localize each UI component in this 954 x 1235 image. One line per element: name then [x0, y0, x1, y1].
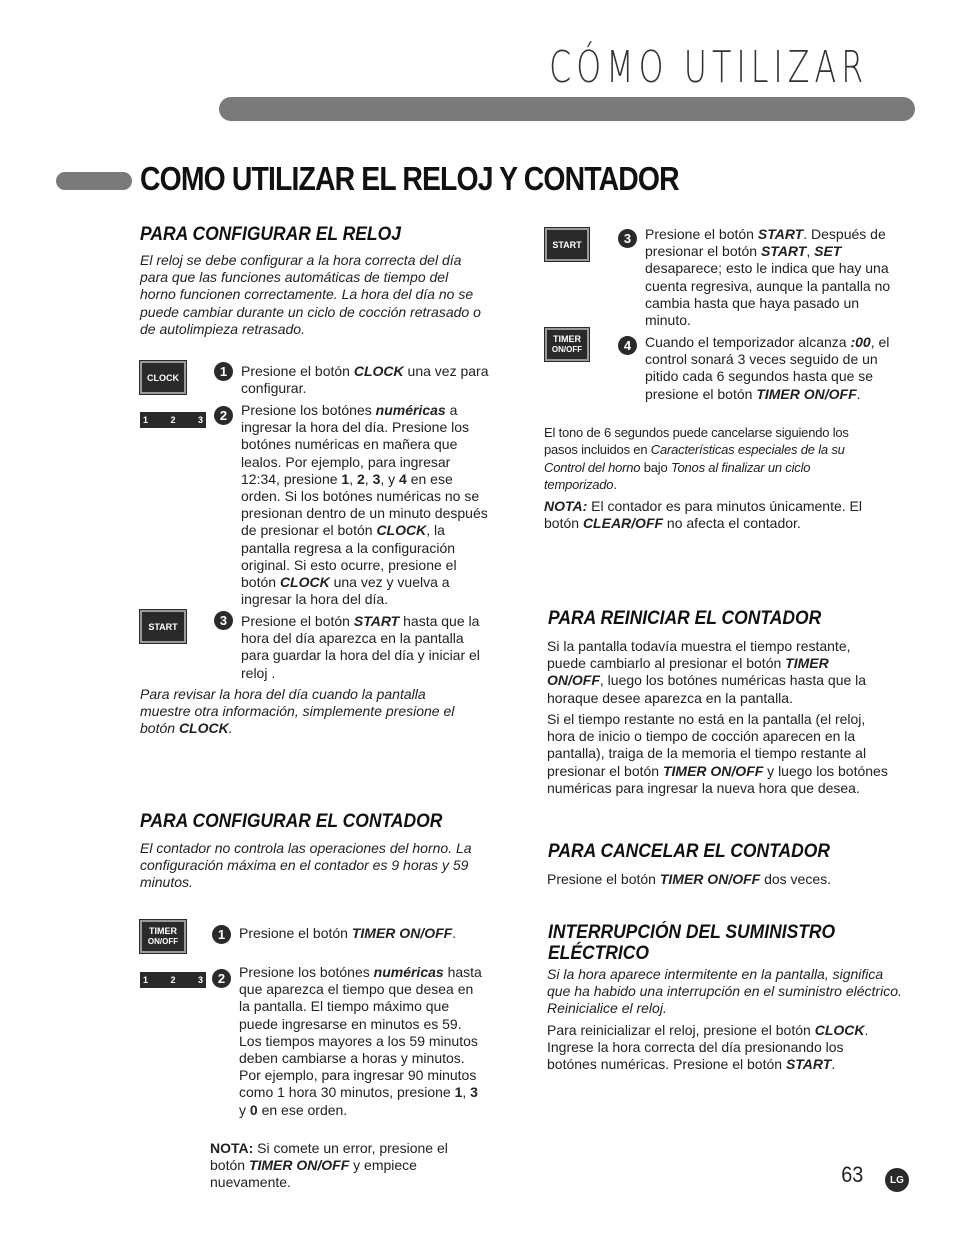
reloj-note: Para revisar la hora del día cuando la pantalla muestre otra información, simplemente presione el botón CLOCK. [140, 686, 455, 737]
page-number: 63 [841, 1162, 864, 1187]
reiniciar-p1: Si la pantalla todavía muestra el tiempo restante, puede cambiarlo al presionar el botón TIMER ON/OFF, luego los botónes numéricas hasta que la horaque desee aparezca en la pantalla. [547, 638, 867, 706]
reloj-step-1: Presione el botón CLOCK una vez para configurar. [241, 363, 489, 397]
heading-interrupcion: INTERRUPCIÓN DEL SUMINISTRO ELÉCTRICO [548, 922, 836, 964]
section-bar [56, 172, 132, 190]
contador-step-2: Presione los botónes numéricas hasta que aparezca el tiempo que desea en la pantalla. El tiempo máximo que puede ingresarse en minutos es 59. Los tiempos mayores a los 59 minutos deben cambiarse a horas y minutos. Por ejemplo, para ingresar 90 minutos como 1 hora 30 minutos, presione 1, 3 y 0 en ese orden. [239, 964, 482, 1118]
step-3-badge: 3 [618, 229, 637, 248]
interrupcion-intro: Si la hora aparece intermitente en la pantalla, significa que ha habido una interrupción en el suministro eléctrico. Reinicialice el reloj. [547, 966, 902, 1017]
clock-button-icon: CLOCK [140, 361, 186, 394]
heading-configurar-reloj: PARA CONFIGURAR EL RELOJ [140, 224, 401, 245]
reloj-step-2: Presione los botónes numéricas a ingresar la hora del día. Presione los botónes numéricas en mañera que lealos. Por ejemplo, para ingresar 12:34, presione 1, 2, 3, y 4 en ese orden. Si los botónes numéricas no se presionan dentro de un minuto después de presionar el botón CLOCK, la pantalla regresa a la configuración original. Si esto ocurre, presione el botón CLOCK una vez y vuelva a ingresar la hora del día. [241, 402, 488, 608]
cancelar-text: Presione el botón TIMER ON/OFF dos veces. [547, 871, 832, 887]
page-header-title: CÓMO UTILIZAR [548, 42, 868, 93]
contador-nota: NOTA: El contador es para minutos únicamente. El botón CLEAR/OFF no afecta el contador. [544, 498, 862, 532]
reiniciar-p2: Si el tiempo restante no está en la pantalla (el reloj, hora de inicio o tiempo de cocción aparecen en la pantalla), traiga de la memoria el tiempo restante al presionar el botón TIMER ON/OFF y luego los botónes numéricas para ingresar la nueva hora que desea. [547, 711, 888, 796]
step-2-badge: 2 [212, 969, 231, 988]
contador-note: NOTA: Si comete un error, presione el botón TIMER ON/OFF y empiece nuevamente. [210, 1140, 448, 1191]
heading-configurar-contador: PARA CONFIGURAR EL CONTADOR [140, 811, 443, 832]
start-button-icon: START [140, 610, 186, 643]
start-button-icon: START [545, 228, 589, 261]
reloj-intro: El reloj se debe configurar a la hora correcta del día para que las funciones automáticas de tiempo del horno funcionen correctamente. La hora del día no se puede cambiar durante un ciclo de cocción retrasado o de autolimpieza retrasado. [140, 252, 481, 337]
step-2-badge: 2 [214, 406, 233, 425]
heading-reiniciar-contador: PARA REINICIAR EL CONTADOR [548, 608, 822, 629]
timer-button-icon: TIMER ON/OFF [545, 328, 589, 361]
lg-logo-icon: LG [885, 1168, 909, 1192]
step-3-badge: 3 [214, 611, 233, 630]
numeric-keys-icon: 1 2 3 [140, 972, 206, 988]
step-4-badge: 4 [618, 336, 637, 355]
contador-intro: El contador no controla las operaciones del horno. La configuración máxima en el contador es 9 horas y 59 minutos. [140, 840, 472, 891]
section-title: COMO UTILIZAR EL RELOJ Y CONTADOR [140, 160, 679, 197]
step-1-badge: 1 [212, 925, 231, 944]
contador-step-3: Presione el botón START. Después de presionar el botón START, SET desaparece; esto le indica que hay una cuenta regresiva, aunque la pantalla no cambia hasta que haya pasado un minuto. [645, 226, 891, 329]
contador-step-1: Presione el botón TIMER ON/OFF. [239, 925, 457, 941]
reloj-step-3: Presione el botón START hasta que la hora del día aparezca en la pantalla para guardar la hora del día y iniciar el reloj . [241, 613, 480, 681]
numeric-keys-icon: 1 2 3 [140, 412, 206, 428]
heading-cancelar-contador: PARA CANCELAR EL CONTADOR [548, 841, 830, 862]
interrupcion-text: Para reinicializar el reloj, presione el botón CLOCK. Ingrese la hora correcta del día presionando los botónes numéricas. Presione el botón START. [547, 1022, 869, 1073]
timer-button-icon: TIMER ON/OFF [140, 920, 186, 953]
header-bar [219, 97, 915, 121]
tone-note: El tono de 6 segundos puede cancelarse siguiendo los pasos incluidos en Características especiales de la su Control del horno bajo Tonos al finalizar un ciclo temporizado. [544, 425, 849, 493]
contador-step-4: Cuando el temporizador alcanza :00, el control sonará 3 veces seguido de un pitido cada 6 segundos hasta que se presione el botón TIMER ON/OFF. [645, 334, 890, 402]
step-1-badge: 1 [214, 362, 233, 381]
